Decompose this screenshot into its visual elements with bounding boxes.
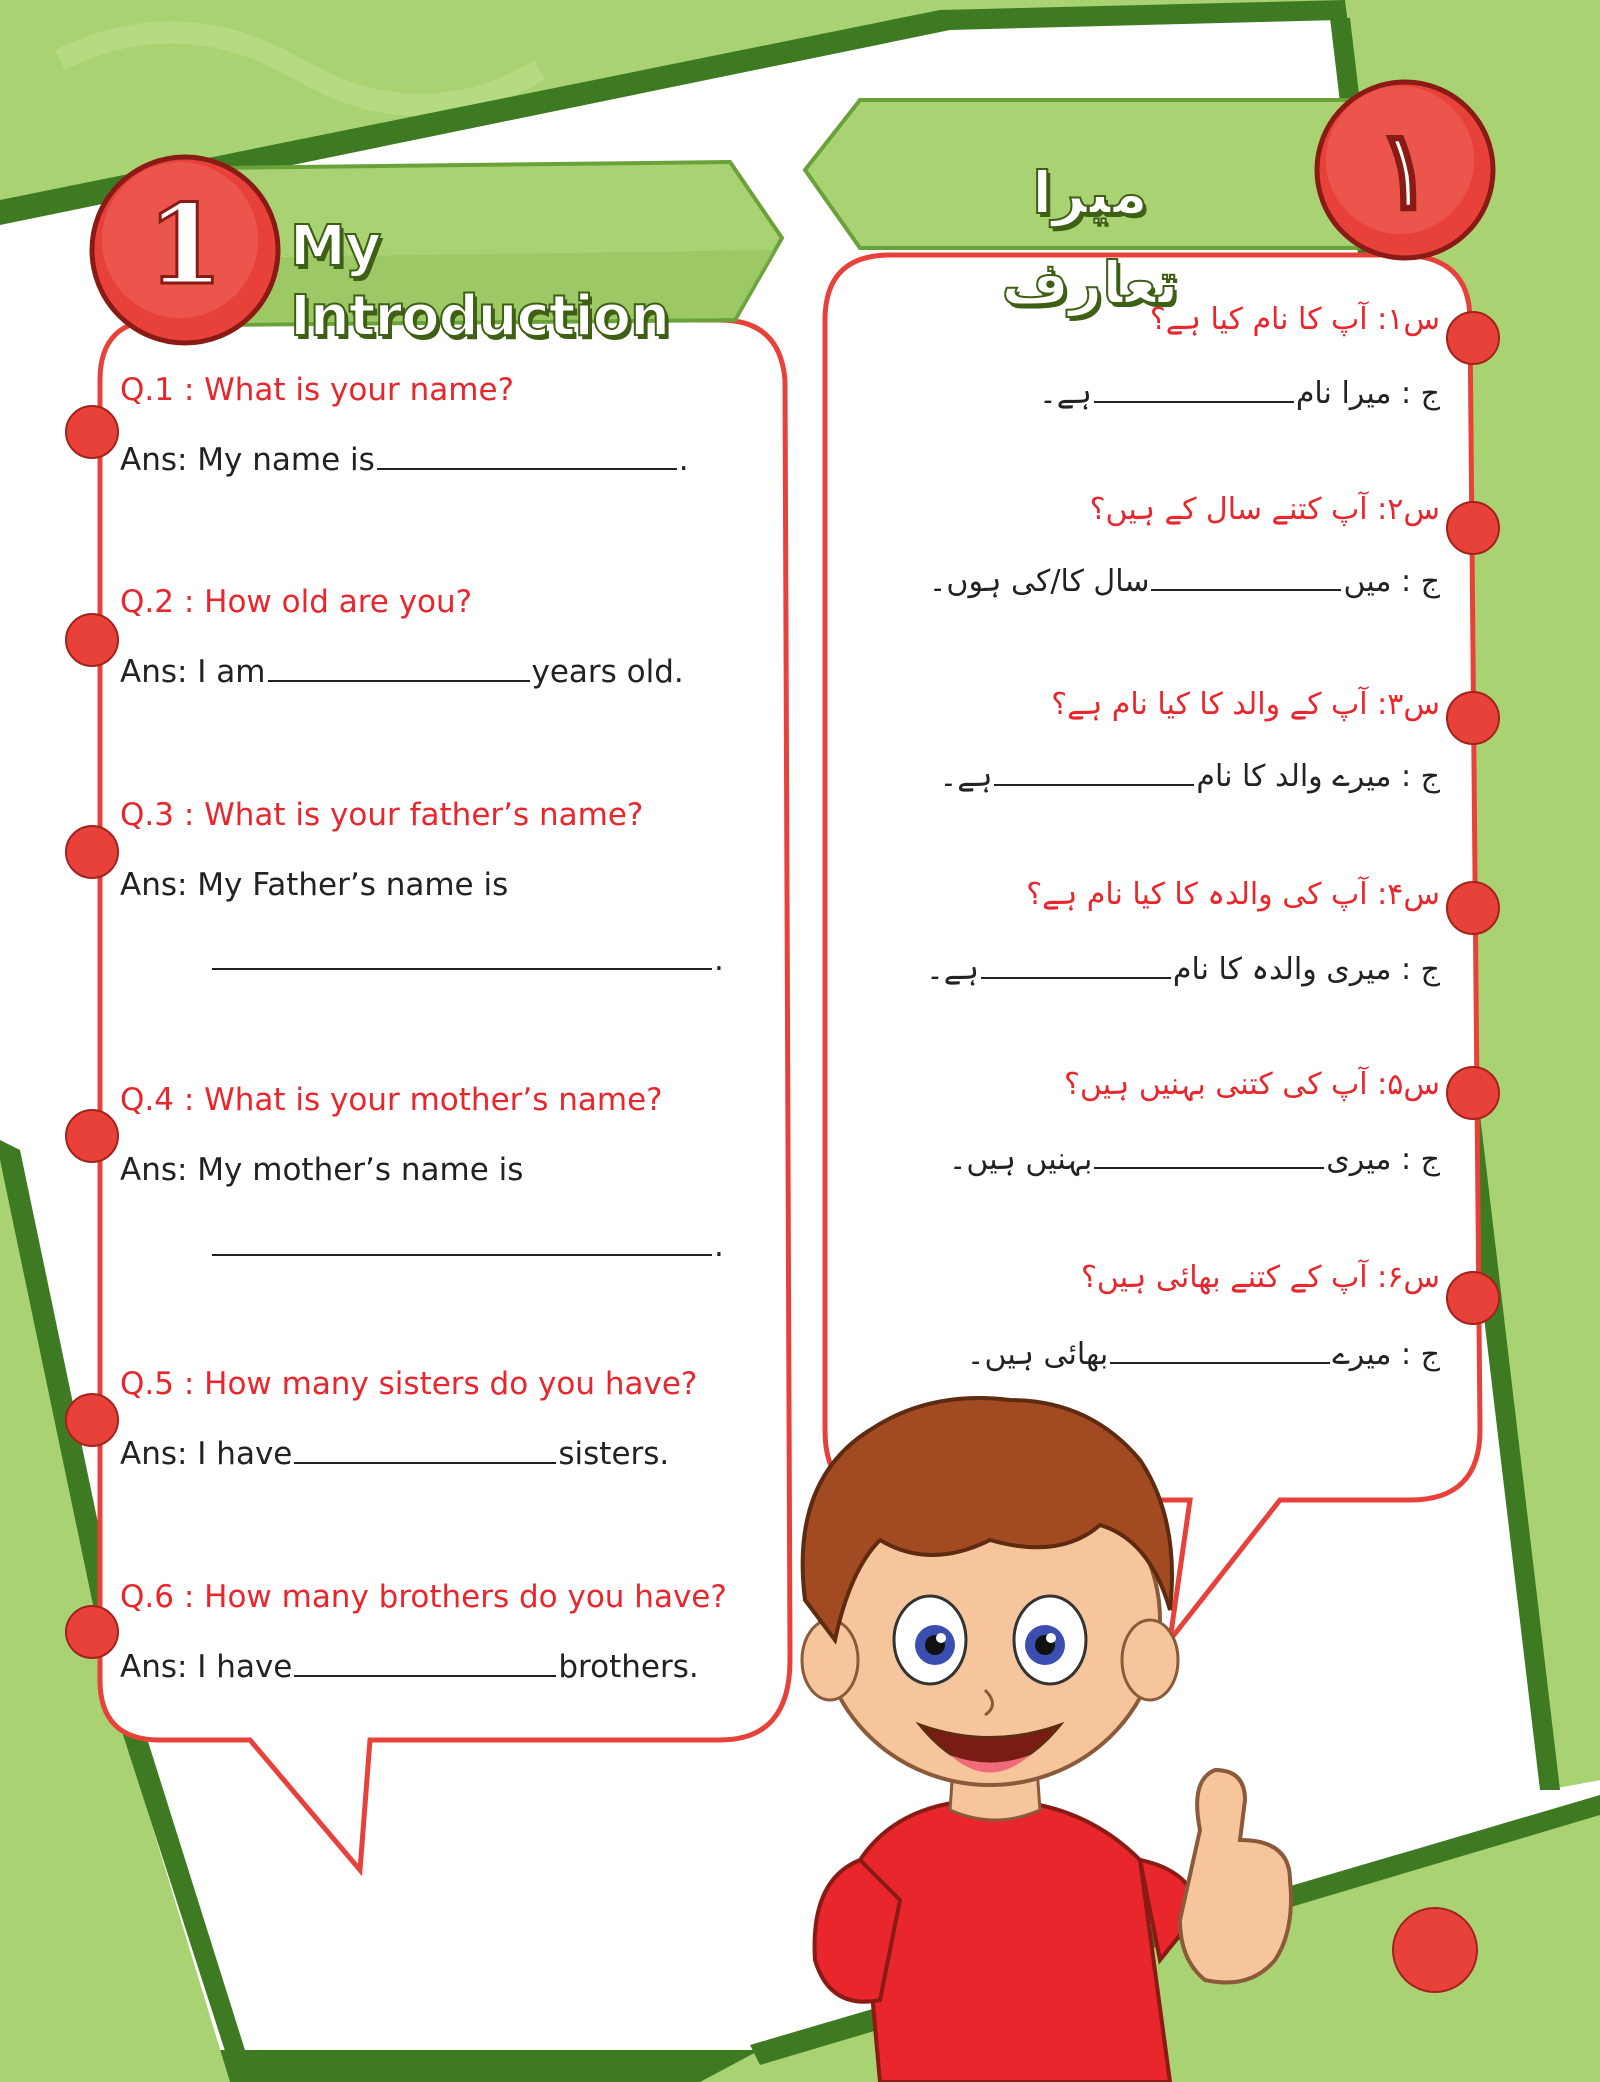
answer-6-suffix: brothers. (558, 1649, 699, 1685)
answer-1-suffix: . (678, 442, 689, 478)
urdu-answer-5 (949, 1138, 1440, 1182)
urdu-answer-5-blank[interactable] (1094, 1166, 1324, 1169)
answer-1 (120, 440, 689, 480)
urdu-question-6: س۶: آپ کے کتنے بھائی ہیں؟ (1080, 1260, 1440, 1295)
urdu-answer-3-blank[interactable] (994, 783, 1194, 786)
answer-4: Ans: My mother’s name is (120, 1152, 524, 1188)
urdu-question-1: س۱: آپ کا نام کیا ہے؟ (1149, 302, 1440, 337)
answer-5 (120, 1434, 669, 1474)
urdu-question-3: س۳: آپ کے والد کا کیا نام ہے؟ (1051, 687, 1440, 722)
english-badge-number: 1 (146, 180, 224, 309)
answer-3-line (210, 940, 724, 980)
answer-3-suffix: . (714, 942, 724, 978)
answer-3: Ans: My Father’s name is (120, 867, 509, 903)
urdu-question-4: س۴: آپ کی والدہ کا کیا نام ہے؟ (1026, 877, 1440, 912)
urdu-question-5: س۵: آپ کی کتنی بہنیں ہیں؟ (1063, 1067, 1440, 1102)
urdu-answer-4-prefix: ج : میری والدہ کا نام (1172, 952, 1440, 987)
question-5: Q.5 : How many sisters do you have? (120, 1366, 698, 1402)
answer-1-blank[interactable] (377, 467, 677, 470)
urdu-answer-4-blank[interactable] (981, 976, 1171, 979)
urdu-badge-number: ۱ (1375, 105, 1435, 234)
urdu-answer-6 (967, 1333, 1440, 1377)
english-title: My Introduction (290, 214, 670, 349)
urdu-answer-3-prefix: ج : میرے والد کا نام (1196, 759, 1440, 794)
urdu-answer-2-suffix: سال کا/کی ہوں۔ (928, 564, 1150, 599)
question-1: Q.1 : What is your name? (120, 372, 514, 408)
urdu-answer-3 (940, 755, 1440, 799)
answer-5-blank[interactable] (294, 1461, 556, 1464)
answer-5-prefix: Ans: I have (120, 1436, 293, 1472)
urdu-answer-2-prefix: ج : میں (1343, 564, 1440, 599)
answer-1-prefix: Ans: My name is (120, 442, 375, 478)
urdu-answer-3-suffix: ہے۔ (939, 759, 993, 794)
answer-4-suffix: . (714, 1228, 724, 1264)
question-6: Q.6 : How many brothers do you have? (120, 1579, 727, 1615)
answer-2 (120, 652, 684, 692)
question-4: Q.4 : What is your mother’s name? (120, 1082, 663, 1118)
answer-6 (120, 1647, 699, 1687)
urdu-answer-6-blank[interactable] (1110, 1361, 1330, 1364)
urdu-question-2: س۲: آپ کتنے سال کے ہیں؟ (1089, 492, 1440, 527)
urdu-answer-1-blank[interactable] (1094, 400, 1294, 403)
urdu-title: میرا تعارف (1001, 159, 1179, 317)
question-2: Q.2 : How old are you? (120, 584, 473, 620)
answer-2-blank[interactable] (268, 679, 530, 682)
urdu-answer-5-prefix: ج : میری (1326, 1142, 1440, 1177)
urdu-answer-6-suffix: بھائی ہیں۔ (966, 1337, 1109, 1372)
urdu-answer-2-blank[interactable] (1151, 588, 1341, 591)
urdu-answer-6-prefix: ج : میرے (1332, 1337, 1440, 1372)
answer-5-suffix: sisters. (558, 1436, 670, 1472)
answer-6-blank[interactable] (294, 1674, 556, 1677)
urdu-answer-5-suffix: بہنیں ہیں۔ (948, 1142, 1093, 1177)
question-3: Q.3 : What is your father’s name? (120, 797, 644, 833)
answer-3-blank[interactable] (212, 967, 712, 970)
answer-2-prefix: Ans: I am (120, 654, 266, 690)
urdu-answer-2 (929, 560, 1440, 604)
answer-4-line (210, 1226, 724, 1266)
answer-2-suffix: years old. (531, 654, 684, 690)
urdu-answer-1 (1039, 372, 1440, 416)
answer-6-prefix: Ans: I have (120, 1649, 293, 1685)
urdu-answer-1-suffix: ہے۔ (1039, 376, 1092, 411)
urdu-answer-1-prefix: ج : میرا نام (1295, 376, 1440, 411)
urdu-answer-4-suffix: ہے۔ (926, 952, 979, 987)
urdu-answer-4 (926, 948, 1440, 992)
answer-4-blank[interactable] (212, 1253, 712, 1256)
